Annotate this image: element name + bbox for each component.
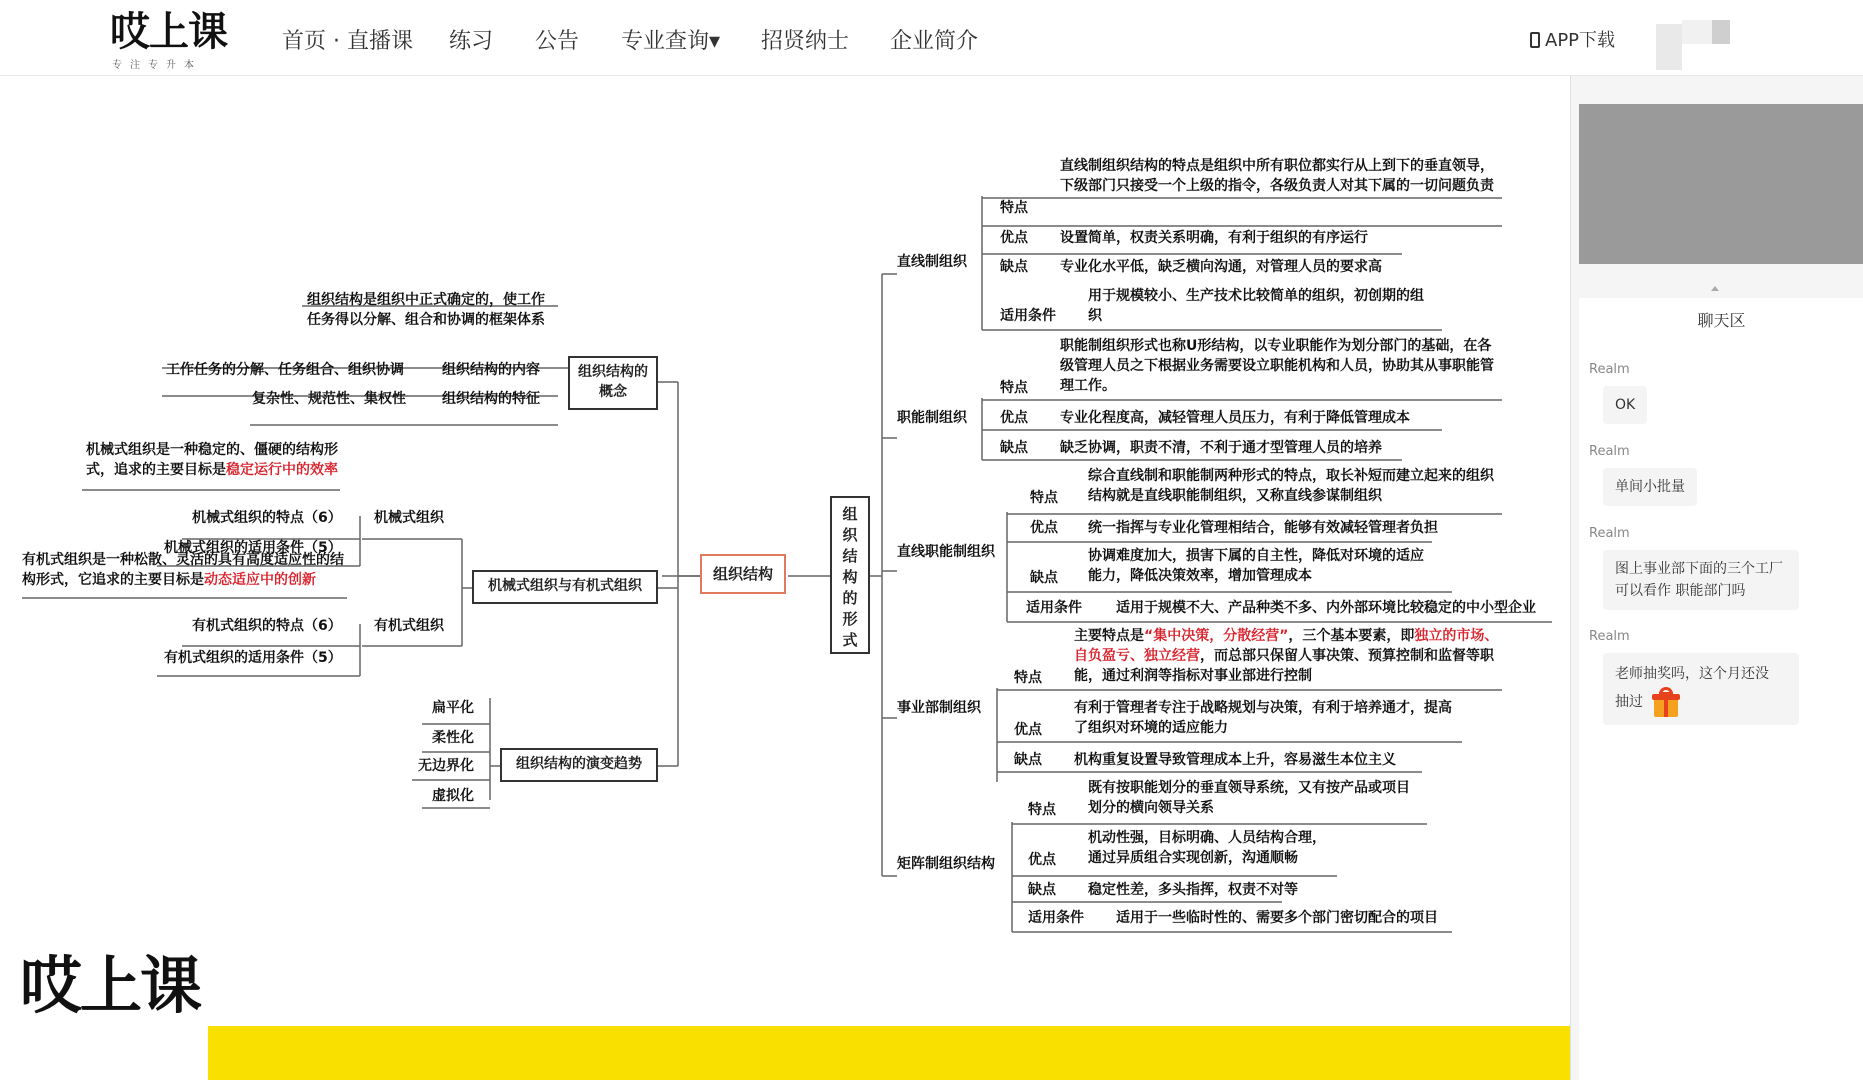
- video-player[interactable]: [2, 76, 1570, 1080]
- mech-description: 机械式组织是一种稳定的、僵硬的结构形式，追求的主要目标是稳定运行中的效率: [86, 442, 338, 478]
- nav-practice[interactable]: 练习: [449, 29, 494, 54]
- matrix-cons: 稳定性差，多头指挥，权责不对等: [1088, 882, 1298, 898]
- lf-pros: 统一指挥与专业化管理相结合，能够有效减轻管理者负担: [1088, 520, 1438, 536]
- lf-cons-label: 缺点: [1030, 570, 1058, 586]
- organic-description: 有机式组织是一种松散、灵活的具有高度适应性的结构形式，它追求的主要目标是动态适应中的创新: [22, 552, 344, 588]
- functional-pros: 专业化程度高，减轻管理人员压力，有利于降低管理成本: [1060, 410, 1410, 426]
- mech-conditions: 机械式组织的适用条件（5）: [164, 540, 342, 556]
- line-cons-label: 缺点: [1000, 259, 1028, 275]
- matrix-pros: 机动性强，目标明确、人员结构合理，通过异质组合实现创新，沟通顺畅: [1088, 830, 1326, 866]
- concept-feature-value: 复杂性、规范性、集权性: [252, 391, 406, 407]
- mech-organic-node: 机械式组织与有机式组织: [472, 570, 658, 604]
- chat-sender: Realm: [1589, 444, 1630, 459]
- yellow-banner: [208, 1026, 1570, 1080]
- concept-content-label: 组织结构的内容: [442, 362, 540, 378]
- lf-cons: 协调难度加大，损害下属的自主性，降低对环境的适应能力，降低决策效率，增加管理成本: [1088, 548, 1424, 584]
- lf-feature-label: 特点: [1030, 490, 1058, 506]
- app-download-label: APP下载: [1545, 30, 1616, 51]
- right-sidebar: [1570, 76, 1863, 1080]
- functional-feature-label: 特点: [1000, 380, 1028, 396]
- functional-pros-label: 优点: [1000, 410, 1028, 426]
- mindmap-slide: [2, 76, 1570, 936]
- collapse-arrow-icon[interactable]: [1711, 286, 1719, 291]
- concept-feature-label: 组织结构的特征: [442, 391, 540, 407]
- chat-message: OK: [1603, 386, 1647, 424]
- concept-content-value: 工作任务的分解、任务组合、组织协调: [166, 362, 404, 378]
- nav-major-query-dropdown[interactable]: 专业查询▾: [621, 29, 721, 54]
- division-feature: 主要特点是“集中决策，分散经营”，三个基本要素，即独立的市场、自负盈亏、独立经营，而总部只保留人事决策、预算控制和监督等职能，通过利润等指标对事业部进行控制: [1074, 628, 1499, 684]
- concept-definition: 组织结构是组织中正式确定的，使工作任务得以分解、组合和协调的框架体系: [307, 292, 545, 328]
- trend-boundaryless: 无边界化: [418, 758, 474, 774]
- matrix-feature: 既有按职能划分的垂直领导系统，又有按产品或项目划分的横向领导关系: [1088, 780, 1410, 816]
- chat-title: 聊天区: [1579, 298, 1863, 344]
- trend-virtual: 虚拟化: [432, 788, 474, 804]
- chat-sender: Realm: [1589, 629, 1630, 644]
- nav-announcement[interactable]: 公告: [535, 29, 580, 54]
- functional-org-node: 职能制组织: [897, 410, 967, 426]
- bottom-brand-logo: 哎上课: [20, 949, 201, 1022]
- concept-node: 组织结构的概念: [568, 356, 658, 410]
- line-org-node: 直线制组织: [897, 254, 967, 270]
- trend-flat: 扁平化: [432, 700, 474, 716]
- top-nav-bar: [0, 0, 1863, 76]
- line-feature-label: 特点: [1000, 200, 1028, 216]
- gift-icon: [1651, 687, 1681, 717]
- nav-company-intro[interactable]: 企业简介: [890, 29, 979, 54]
- chat-sender: Realm: [1589, 526, 1630, 541]
- organic-conditions: 有机式组织的适用条件（5）: [164, 650, 342, 666]
- division-cons: 机构重复设置导致管理成本上升，容易滋生本位主义: [1074, 752, 1396, 768]
- lf-cond-label: 适用条件: [1026, 600, 1082, 616]
- mech-org-node: 机械式组织: [374, 510, 444, 526]
- matrix-org-node: 矩阵制组织结构: [897, 856, 995, 872]
- logo-text: 哎上课: [110, 9, 227, 55]
- chat-message-list[interactable]: [1579, 344, 1863, 1080]
- lf-cond: 适用于规模不大、产品种类不多、内外部环境比较稳定的中小型企业: [1116, 600, 1536, 616]
- division-cons-label: 缺点: [1014, 752, 1042, 768]
- organic-org-node: 有机式组织: [374, 618, 444, 634]
- chat-message: 单间小批量: [1603, 468, 1697, 506]
- lf-feature: 综合直线制和职能制两种形式的特点，取长补短而建立起来的组织结构就是直线职能制组织，又称直线参谋制组织: [1088, 468, 1494, 504]
- site-logo[interactable]: [110, 8, 235, 70]
- matrix-cond-label: 适用条件: [1028, 910, 1084, 926]
- matrix-feature-label: 特点: [1028, 802, 1056, 818]
- line-cond-label: 适用条件: [1000, 308, 1056, 324]
- division-pros: 有利于管理者专注于战略规划与决策，有利于培养通才，提高了组织对环境的适应能力: [1074, 700, 1452, 736]
- division-org-node: 事业部制组织: [897, 700, 981, 716]
- phone-icon: [1530, 32, 1540, 48]
- user-avatar[interactable]: [1640, 18, 1740, 70]
- functional-feature: 职能制组织形式也称U形结构，以专业职能作为划分部门的基础，在各级管理人员之下根据业务需要设立职能机构和人员，协助其从事职能管理工作。: [1060, 338, 1494, 394]
- line-feature: 直线制组织结构的特点是组织中所有职位都实行从上到下的垂直领导，下级部门只接受一个上级的指令，各级负责人对其下属的一切问题负责: [1060, 158, 1494, 194]
- mech-features: 机械式组织的特点（6）: [192, 510, 342, 526]
- mindmap-center-node: 组织结构: [700, 554, 786, 594]
- app-download-link[interactable]: [1530, 26, 1615, 52]
- functional-cons: 缺乏协调，职责不清，不利于通才型管理人员的培养: [1060, 440, 1382, 456]
- mindmap-forms-node: 组 织 结 构 的 形 式: [830, 496, 870, 654]
- teacher-video-thumbnail[interactable]: [1579, 104, 1863, 264]
- nav-recruit[interactable]: 招贤纳士: [761, 29, 850, 54]
- nav-home-live[interactable]: 首页 · 直播课: [282, 29, 413, 54]
- lf-pros-label: 优点: [1030, 520, 1058, 536]
- logo-tagline: 专注专升本: [112, 60, 202, 71]
- chat-message: 图上事业部下面的三个工厂可以看作 职能部门吗: [1603, 550, 1799, 610]
- division-pros-label: 优点: [1014, 722, 1042, 738]
- trend-flexible: 柔性化: [432, 730, 474, 746]
- functional-cons-label: 缺点: [1000, 440, 1028, 456]
- chat-message: 老师抽奖吗，这个月还没 抽过: [1603, 653, 1799, 725]
- line-functional-org-node: 直线职能制组织: [897, 544, 995, 560]
- division-feature-label: 特点: [1014, 670, 1042, 686]
- line-pros: 设置简单，权责关系明确，有利于组织的有序运行: [1060, 230, 1368, 246]
- chat-sender: Realm: [1589, 362, 1630, 377]
- matrix-pros-label: 优点: [1028, 852, 1056, 868]
- line-cond: 用于规模较小、生产技术比较简单的组织，初创期的组织: [1088, 288, 1424, 324]
- trend-node: 组织结构的演变趋势: [500, 748, 658, 782]
- line-pros-label: 优点: [1000, 230, 1028, 246]
- matrix-cons-label: 缺点: [1028, 882, 1056, 898]
- matrix-cond: 适用于一些临时性的、需要多个部门密切配合的项目: [1116, 910, 1438, 926]
- organic-features: 有机式组织的特点（6）: [192, 618, 342, 634]
- line-cons: 专业化水平低，缺乏横向沟通，对管理人员的要求高: [1060, 259, 1382, 275]
